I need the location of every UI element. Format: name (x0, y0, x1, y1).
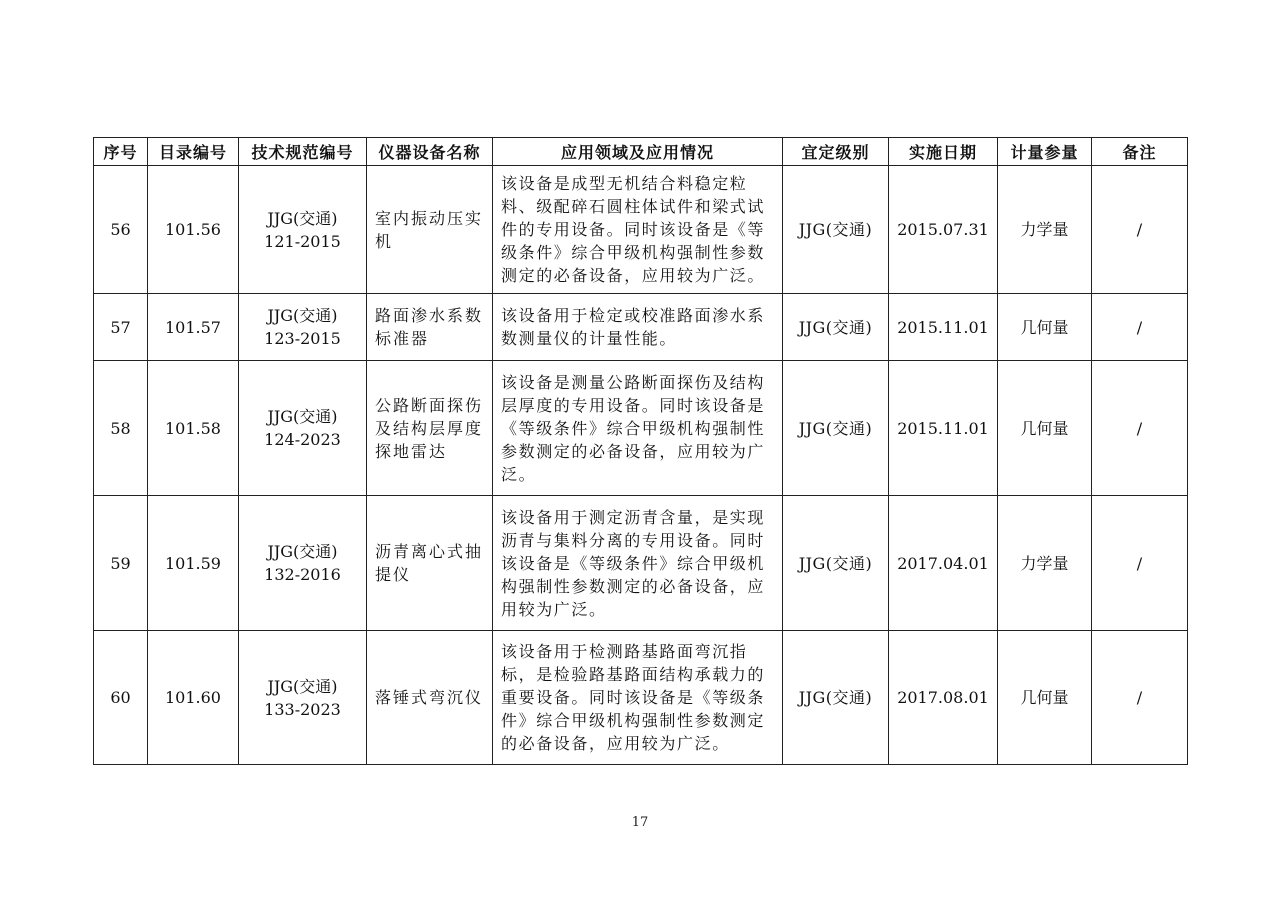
spec-line-1: JJG(交通) (267, 676, 338, 696)
spec-line-1: JJG(交通) (267, 407, 338, 426)
cell-catalog-no: 101.59 (148, 496, 239, 631)
cell-catalog-no: 101.58 (148, 361, 239, 496)
header-spec-no: 技术规范编号 (239, 138, 367, 166)
level-text: JJG(交通) (798, 553, 873, 573)
table-row (94, 166, 1188, 294)
cell-param: 力学量 (998, 166, 1092, 294)
cell-date: 2015.11.01 (889, 294, 998, 361)
cell-date: 2017.08.01 (889, 631, 998, 765)
table-row (94, 294, 1188, 361)
header-catalog-no: 目录编号 (148, 138, 239, 166)
cell-remark: / (1092, 166, 1188, 294)
cell-seq: 60 (94, 631, 148, 765)
cell-date: 2015.11.01 (889, 361, 998, 496)
table-header (94, 138, 1188, 166)
cell-catalog-no: 101.56 (148, 166, 239, 294)
cell-level (783, 361, 889, 496)
page-number: 17 (631, 815, 649, 830)
cell-application: 该设备用于测定沥青含量，是实现沥青与集料分离的专用设备。同时该设备是《等级条件》综合甲级机构强制性参数测定的必备设备，应用较为广泛。 (493, 496, 783, 631)
cell-level (783, 166, 889, 294)
header-date: 实施日期 (889, 138, 998, 166)
spec-line-2: 124-2023 (264, 430, 341, 449)
cell-spec-no (239, 294, 367, 361)
cell-application: 该设备是测量公路断面探伤及结构层厚度的专用设备。同时该设备是《等级条件》综合甲级机构强制性参数测定的必备设备，应用较为广泛。 (493, 361, 783, 496)
cell-equipment-name: 公路断面探伤及结构层厚度探地雷达 (367, 361, 493, 496)
header-seq: 序号 (94, 138, 148, 166)
cell-catalog-no: 101.57 (148, 294, 239, 361)
cell-remark: / (1092, 631, 1188, 765)
cell-spec-no (239, 166, 367, 294)
table-row (94, 361, 1188, 496)
header-application: 应用领域及应用情况 (493, 138, 783, 166)
cell-remark: / (1092, 496, 1188, 631)
cell-spec-no (239, 496, 367, 631)
header-remark: 备注 (1092, 138, 1188, 166)
cell-param: 力学量 (998, 496, 1092, 631)
cell-remark: / (1092, 294, 1188, 361)
cell-level (783, 496, 889, 631)
cell-seq: 59 (94, 496, 148, 631)
table-body (94, 166, 1188, 765)
spec-line-1: JJG(交通) (267, 542, 338, 561)
cell-equipment-name: 路面渗水系数标准器 (367, 294, 493, 361)
cell-spec-no (239, 631, 367, 765)
spec-line-2: 132-2016 (264, 565, 341, 584)
cell-application: 该设备用于检测路基路面弯沉指标，是检验路基路面结构承载力的重要设备。同时该设备是《等级条件》综合甲级机构强制性参数测定的必备设备，应用较为广泛。 (493, 631, 783, 765)
header-level: 宜定级别 (783, 138, 889, 166)
spec-line-1: JJG(交通) (267, 306, 338, 325)
table-row (94, 631, 1188, 765)
cell-catalog-no: 101.60 (148, 631, 239, 765)
spec-line-2: 121-2015 (264, 231, 341, 251)
spec-line-2: 123-2015 (264, 329, 341, 348)
level-text: JJG(交通) (798, 418, 873, 438)
equipment-catalog-table (93, 137, 1188, 765)
cell-date: 2017.04.01 (889, 496, 998, 631)
cell-seq: 57 (94, 294, 148, 361)
level-text: JJG(交通) (798, 220, 873, 239)
header-row (94, 138, 1188, 166)
cell-param: 几何量 (998, 294, 1092, 361)
cell-equipment-name: 沥青离心式抽提仪 (367, 496, 493, 631)
cell-param: 几何量 (998, 631, 1092, 765)
cell-spec-no (239, 361, 367, 496)
cell-seq: 56 (94, 166, 148, 294)
cell-param: 几何量 (998, 361, 1092, 496)
cell-remark: / (1092, 361, 1188, 496)
level-text: JJG(交通) (798, 688, 873, 707)
cell-level (783, 631, 889, 765)
cell-date: 2015.07.31 (889, 166, 998, 294)
level-text: JJG(交通) (798, 317, 873, 337)
cell-application: 该设备用于检定或校准路面渗水系数测量仪的计量性能。 (493, 294, 783, 361)
cell-application: 该设备是成型无机结合料稳定粒料、级配碎石圆柱体试件和梁式试件的专用设备。同时该设备是《等级条件》综合甲级机构强制性参数测定的必备设备，应用较为广泛。 (493, 166, 783, 294)
cell-equipment-name: 室内振动压实机 (367, 166, 493, 294)
cell-equipment-name: 落锤式弯沉仪 (367, 631, 493, 765)
header-param: 计量参量 (998, 138, 1092, 166)
cell-level (783, 294, 889, 361)
table-row (94, 496, 1188, 631)
cell-seq: 58 (94, 361, 148, 496)
spec-line-1: JJG(交通) (267, 208, 338, 228)
header-equipment-name: 仪器设备名称 (367, 138, 493, 166)
spec-line-2: 133-2023 (264, 699, 341, 719)
